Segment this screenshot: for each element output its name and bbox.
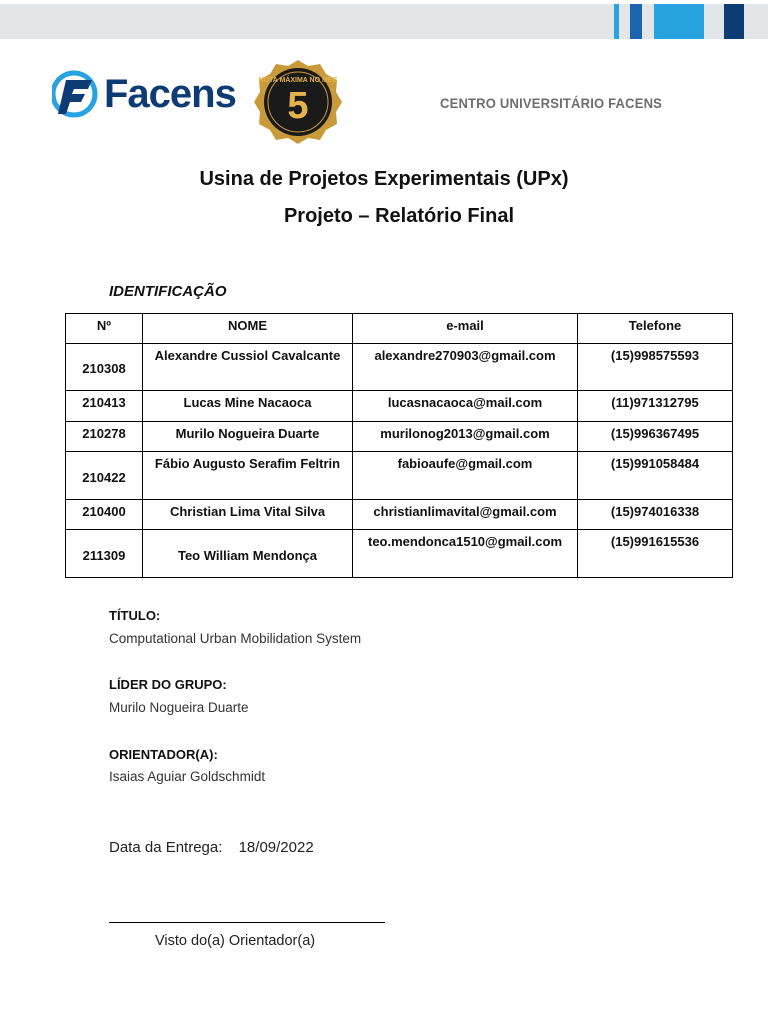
cell-number: 210413 xyxy=(66,391,143,422)
cell-phone: (15)974016338 xyxy=(578,500,733,530)
table-row xyxy=(66,500,733,530)
table-row xyxy=(66,391,733,422)
header-stripe xyxy=(614,4,619,39)
cell-email: murilonog2013@gmail.com xyxy=(353,422,578,452)
cell-number: 210422 xyxy=(66,452,143,500)
seal-number: 5 xyxy=(287,85,309,127)
table-row xyxy=(66,344,733,391)
institution-name: CENTRO UNIVERSITÁRIO FACENS xyxy=(440,95,663,111)
advisor-value: Isaias Aguiar Goldschmidt xyxy=(109,769,266,784)
cell-email: christianlimavital@gmail.com xyxy=(353,500,578,530)
header-stripe xyxy=(724,4,744,39)
title-label: TÍTULO: xyxy=(109,608,161,623)
column-header-phone: Telefone xyxy=(578,314,733,344)
mec-seal xyxy=(252,58,344,146)
advisor-label: ORIENTADOR(A): xyxy=(109,747,218,762)
cell-email: alexandre270903@gmail.com xyxy=(353,344,578,391)
title-value: Computational Urban Mobilidation System xyxy=(109,631,362,646)
document-title: Usina de Projetos Experimentais (UPx) xyxy=(199,168,569,190)
header-stripe xyxy=(654,4,704,39)
seal-text: NOTA MÁXIMA NO MEC xyxy=(258,77,338,84)
cell-email: teo.mendonca1510@gmail.com xyxy=(353,530,578,578)
cell-phone: (15)991615536 xyxy=(578,530,733,578)
cell-phone: (11)971312795 xyxy=(578,391,733,422)
delivery-date xyxy=(109,839,314,856)
cell-number: 210278 xyxy=(66,422,143,452)
cell-number: 210400 xyxy=(66,500,143,530)
cell-phone: (15)998575593 xyxy=(578,344,733,391)
cell-email: lucasnacaoca@mail.com xyxy=(353,391,578,422)
header-bar xyxy=(0,4,768,39)
delivery-date-value: 18/09/2022 xyxy=(238,839,314,856)
members-table xyxy=(65,313,733,578)
cell-phone: (15)996367495 xyxy=(578,422,733,452)
cell-name: Murilo Nogueira Duarte xyxy=(143,422,353,452)
facens-logo-icon xyxy=(52,70,98,118)
cell-phone: (15)991058484 xyxy=(578,452,733,500)
cell-email: fabioaufe@gmail.com xyxy=(353,452,578,500)
table-row xyxy=(66,452,733,500)
leader-value: Murilo Nogueira Duarte xyxy=(109,700,249,715)
advisor-signature-caption: Visto do(a) Orientador(a) xyxy=(155,933,316,949)
table-row xyxy=(66,422,733,452)
facens-logo xyxy=(52,70,236,118)
cell-name: Alexandre Cussiol Cavalcante xyxy=(143,344,353,391)
cell-name: Teo William Mendonça xyxy=(143,530,353,578)
cell-name: Fábio Augusto Serafim Feltrin xyxy=(143,452,353,500)
table-row xyxy=(66,530,733,578)
cell-number: 210308 xyxy=(66,344,143,391)
logo-text: Facens xyxy=(104,71,236,116)
cell-name: Lucas Mine Nacaoca xyxy=(143,391,353,422)
identification-heading: IDENTIFICAÇÃO xyxy=(109,283,227,300)
leader-label: LÍDER DO GRUPO: xyxy=(109,677,227,692)
cell-name: Christian Lima Vital Silva xyxy=(143,500,353,530)
delivery-date-label: Data da Entrega: xyxy=(109,839,223,856)
cell-number: 211309 xyxy=(66,530,143,578)
signature-line xyxy=(109,922,385,923)
column-header-name: NOME xyxy=(143,314,353,344)
header-stripe xyxy=(630,4,642,39)
column-header-email: e-mail xyxy=(353,314,578,344)
table-header-row xyxy=(66,314,733,344)
document-subtitle: Projeto – Relatório Final xyxy=(283,205,515,227)
column-header-number: Nº xyxy=(66,314,143,344)
